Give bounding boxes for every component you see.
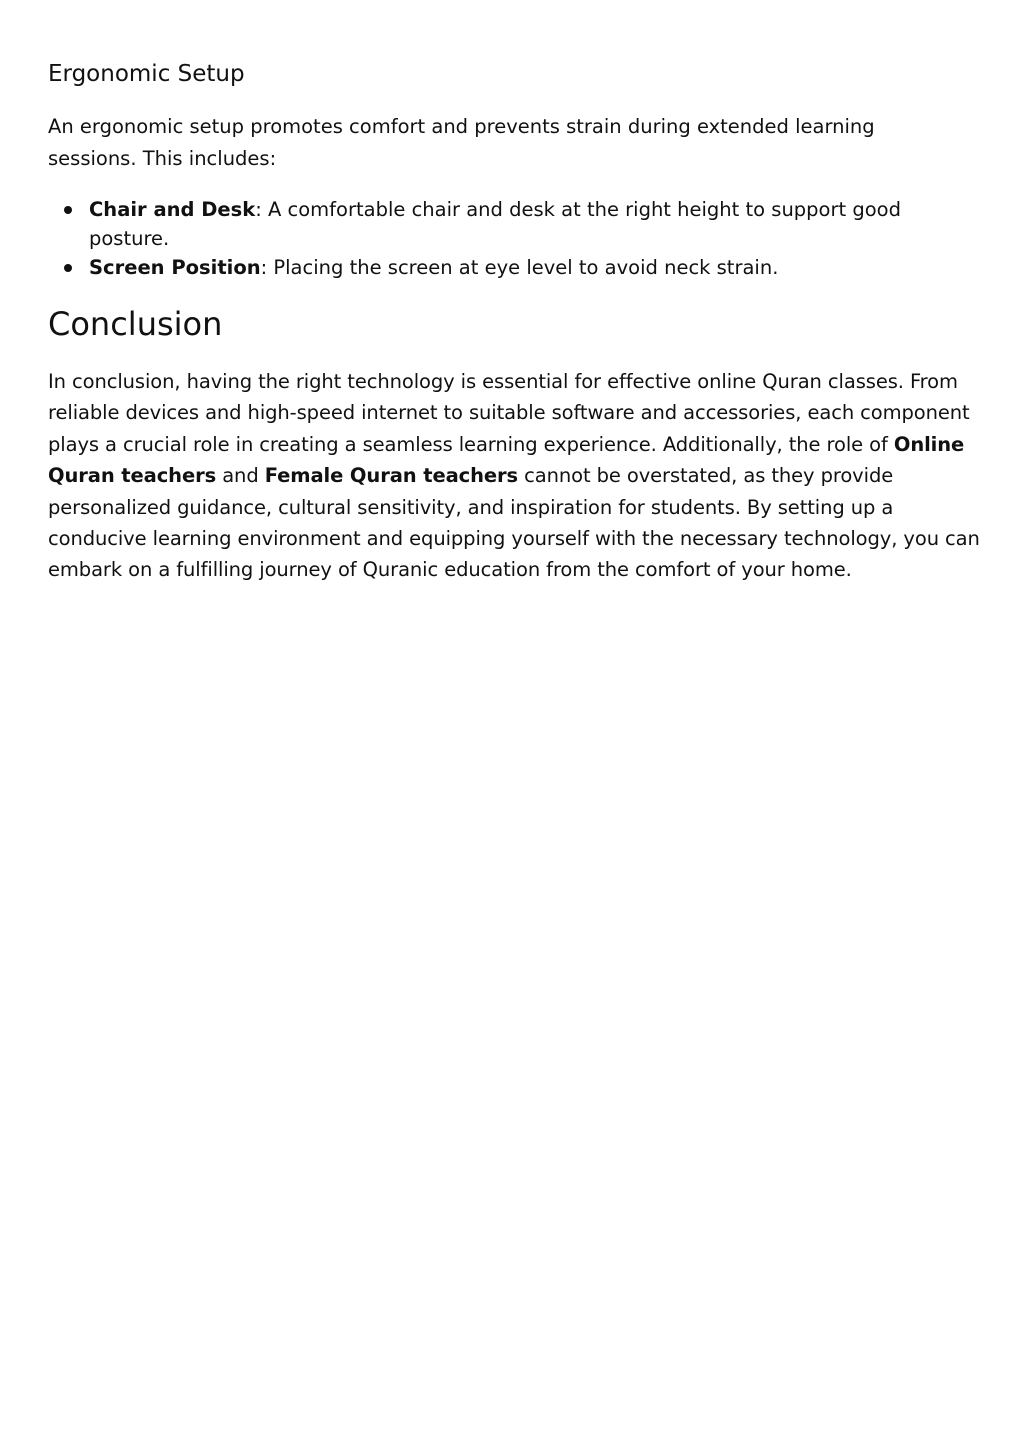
bullet-icon [64,206,72,214]
online-quran-teachers-text: Online Quran teachers [48,432,965,488]
conclusion-paragraph [48,366,983,586]
conclusion-heading: Conclusion [48,305,223,343]
conclusion-text-part: In conclusion, having the right technology is essential for effective online Quran classes. From reliable devices and high-speed internet to suitable software and accessories, each component plays a crucial role in creating a seamless learning experience. Additionally, the role of [48,370,970,456]
conclusion-text-part: cannot be overstated, as they provide personalized guidance, cultural sensitivity, and inspiration for students. By setting up a conducive learning environment and equipping yourself with the necessary technology, you can embark on a fulfilling journey of Quranic education from the comfort of your home. [48,464,980,582]
section-intro: An ergonomic setup promotes comfort and prevents strain during extended learning sessions. This includes: [48,115,875,170]
list-item [48,253,948,282]
bullet-icon [64,264,72,272]
list-item-description: : A comfortable chair and desk at the right height to support good posture. [89,198,901,250]
list-item [48,195,948,253]
list-item-description: : Placing the screen at eye level to avoid neck strain. [260,256,779,279]
female-quran-teachers-text: Female Quran teachers [264,464,519,488]
list-item-term: Chair and Desk [89,198,256,221]
list-item-term: Screen Position [89,256,261,279]
conclusion-text-part: and [216,464,265,488]
section-subheading: Ergonomic Setup [48,61,245,87]
ergonomic-list [48,195,948,282]
